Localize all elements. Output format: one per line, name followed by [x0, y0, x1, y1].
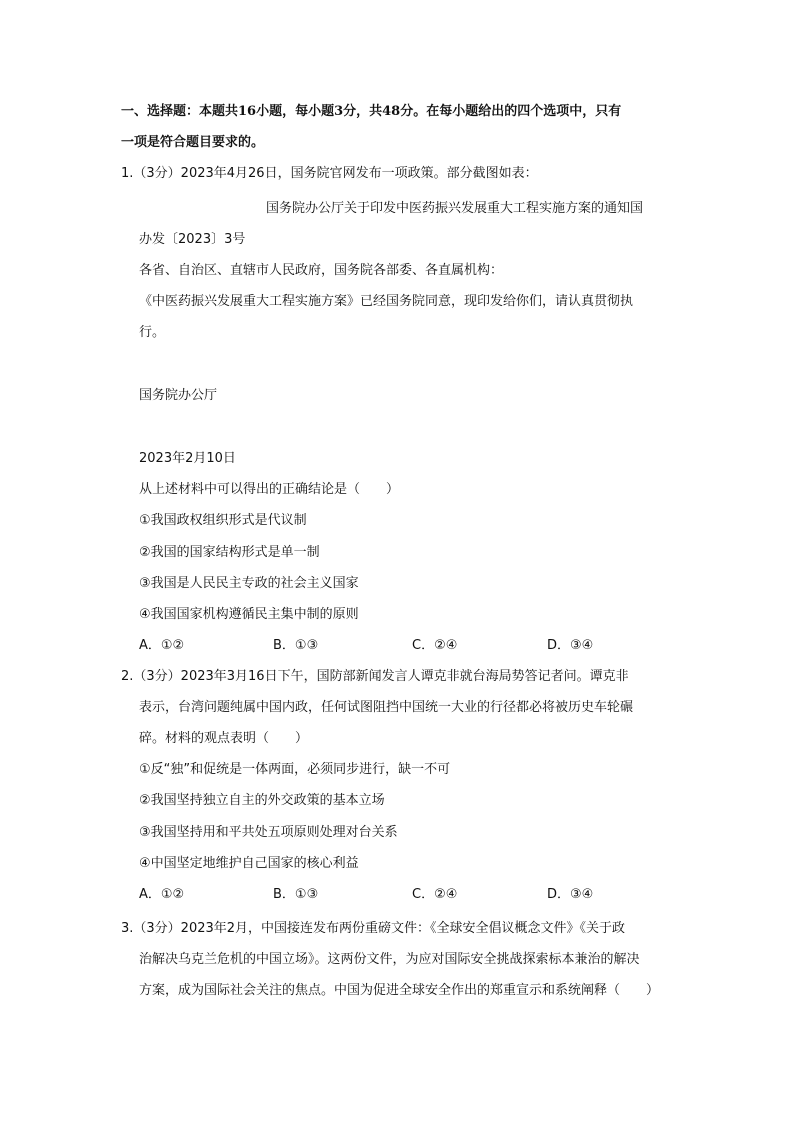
notice-issuer: 国务院办公厅 [139, 388, 218, 403]
question-2-stem-line-1: 2.（3分）2023年3月16日下午，国防部新闻发言人谭克非就台海局势答记者问。谭克非 [121, 669, 629, 684]
question-1-stem: 1.（3分）2023年4月26日，国务院官网发布一项政策。部分截图如表： [121, 166, 538, 181]
question-2-stem-line-3: 碎。材料的观点表明（ ） [139, 731, 309, 746]
question-1-item-3: ③我国是人民民主专政的社会主义国家 [139, 576, 359, 591]
question-2-option-c[interactable]: C．②④ [412, 887, 458, 902]
notice-body-line-2: 行。 [139, 325, 166, 340]
question-2-option-b[interactable]: B．①③ [273, 887, 319, 902]
question-3-stem-line-3: 方案，成为国际社会关注的焦点。中国为促进全球安全作出的郑重宣示和系统阐释（ ） [139, 983, 660, 998]
section-header-line-1: 一、选择题：本题共16小题，每小题3分，共48分。在每小题给出的四个选项中，只有 [121, 104, 622, 119]
question-2-options [139, 887, 619, 903]
notice-body-line-1: 《中医药振兴发展重大工程实施方案》已经国务院同意，现印发给你们，请认真贯彻执 [139, 294, 634, 309]
question-1-prompt: 从上述材料中可以得出的正确结论是（ ） [139, 482, 400, 497]
question-2-item-2: ②我国坚持独立自主的外交政策的基本立场 [139, 793, 385, 808]
question-1-options [139, 638, 619, 654]
notice-doc-number: 办发〔2023〕3号 [139, 232, 246, 247]
notice-addressee: 各省、自治区、直辖市人民政府，国务院各部委、各直属机构： [139, 263, 504, 278]
question-1-item-4: ④我国国家机构遵循民主集中制的原则 [139, 607, 359, 622]
question-1-option-d[interactable]: D．③④ [547, 638, 594, 653]
question-1-option-a[interactable]: A．①② [139, 638, 185, 653]
question-2-item-4: ④中国坚定地维护自己国家的核心利益 [139, 856, 359, 871]
question-1-item-1: ①我国政权组织形式是代议制 [139, 513, 307, 528]
section-header-line-2: 一项是符合题目要求的。 [121, 135, 265, 150]
question-2-item-3: ③我国坚持用和平共处五项原则处理对台关系 [139, 825, 398, 840]
question-2-stem-line-2: 表示，台湾问题纯属中国内政，任何试图阻挡中国统一大业的行径都必将被历史车轮碾 [139, 700, 634, 715]
question-1-option-c[interactable]: C．②④ [412, 638, 458, 653]
question-2-item-1: ①反“独”和促统是一体两面，必须同步进行，缺一不可 [139, 762, 451, 777]
question-2-option-d[interactable]: D．③④ [547, 887, 594, 902]
question-2-option-a[interactable]: A．①② [139, 887, 185, 902]
question-1-option-b[interactable]: B．①③ [273, 638, 319, 653]
question-1-item-2: ②我国的国家结构形式是单一制 [139, 545, 320, 560]
question-3-stem-line-1: 3.（3分）2023年2月，中国接连发布两份重磅文件：《全球安全倡议概念文件》《关于政 [121, 921, 626, 936]
notice-date: 2023年2月10日 [139, 451, 236, 466]
notice-title: 国务院办公厅关于印发中医药振兴发展重大工程实施方案的通知国 [266, 201, 644, 216]
question-3-stem-line-2: 治解决乌克兰危机的中国立场》。这两份文件，为应对国际安全挑战探索标本兼治的解决 [139, 952, 640, 967]
